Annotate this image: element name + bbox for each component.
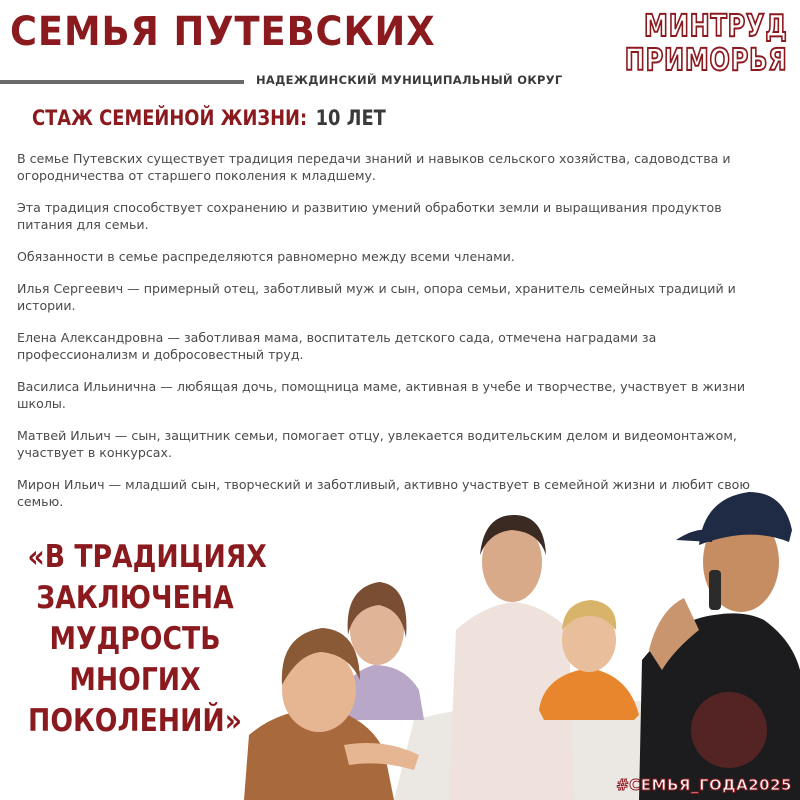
mintrud-logo — [625, 10, 788, 78]
quote-line: «В ТРАДИЦИЯХ — [27, 539, 267, 575]
paragraph-duties: Обязанности в семье распределяются равномерно между всеми членами. — [17, 249, 515, 264]
father-figure — [639, 492, 800, 800]
quote-line: МУДРОСТЬ — [49, 621, 221, 657]
paragraph-tradition: В семье Путевских существует традиция передачи знаний и навыков сельского хозяйства, садоводства и огородничества от старшего поколения к младшему. — [17, 151, 731, 183]
page-title: СЕМЬЯ ПУТЕВСКИХ — [10, 9, 436, 55]
district-subtitle: НАДЕЖДИНСКИЙ МУНИЦИПАЛЬНЫЙ ОКРУГ — [256, 73, 563, 87]
title-underline — [0, 80, 244, 84]
experience-label: СТАЖ СЕМЕЙНОЙ ЖИЗНИ: — [32, 106, 308, 130]
paragraph-skills: Эта традиция способствует сохранению и развитию умений обработки земли и выращивания продуктов питания для семьи. — [17, 200, 722, 232]
hashtag: #СЕМЬЯ_ГОДА2025 — [616, 776, 792, 794]
paragraph-daughter: Василиса Ильинична — любящая дочь, помощница маме, активная в учебе и творчестве, участвует в жизни школы. — [17, 379, 746, 411]
logo-line-1: МИНТРУД — [644, 9, 788, 44]
paragraph-father: Илья Сергеевич — примерный отец, заботливый муж и сын, опора семьи, хранитель семейных традиций и истории. — [17, 281, 736, 313]
experience-value: 10 ЛЕТ — [315, 106, 386, 130]
family-photo — [244, 470, 800, 800]
paragraph-mother: Елена Александровна — заботливая мама, воспитатель детского сада, отмечена наградами за профессионализм и добросовестный труд. — [17, 330, 657, 362]
quote-line: МНОГИХ — [69, 662, 201, 698]
family-experience — [32, 106, 386, 130]
quote-line: ЗАКЛЮЧЕНА — [36, 580, 234, 616]
paragraph-son-miron: Мирон Ильич — младший сын, творческий и заботливый, активно участвует в семейной жизни и любит свою семью. — [17, 477, 750, 509]
paragraph-son-matvey: Матвей Ильич — сын, защитник семьи, помогает отцу, увлекается водительским делом и видеомонтажом, участвует в конкурсах. — [17, 428, 737, 460]
mother-figure — [449, 515, 574, 800]
logo-line-2: ПРИМОРЬЯ — [625, 43, 788, 78]
family-quote — [27, 537, 267, 742]
family-description — [17, 150, 752, 525]
quote-line: ПОКОЛЕНИЙ» — [28, 703, 242, 739]
